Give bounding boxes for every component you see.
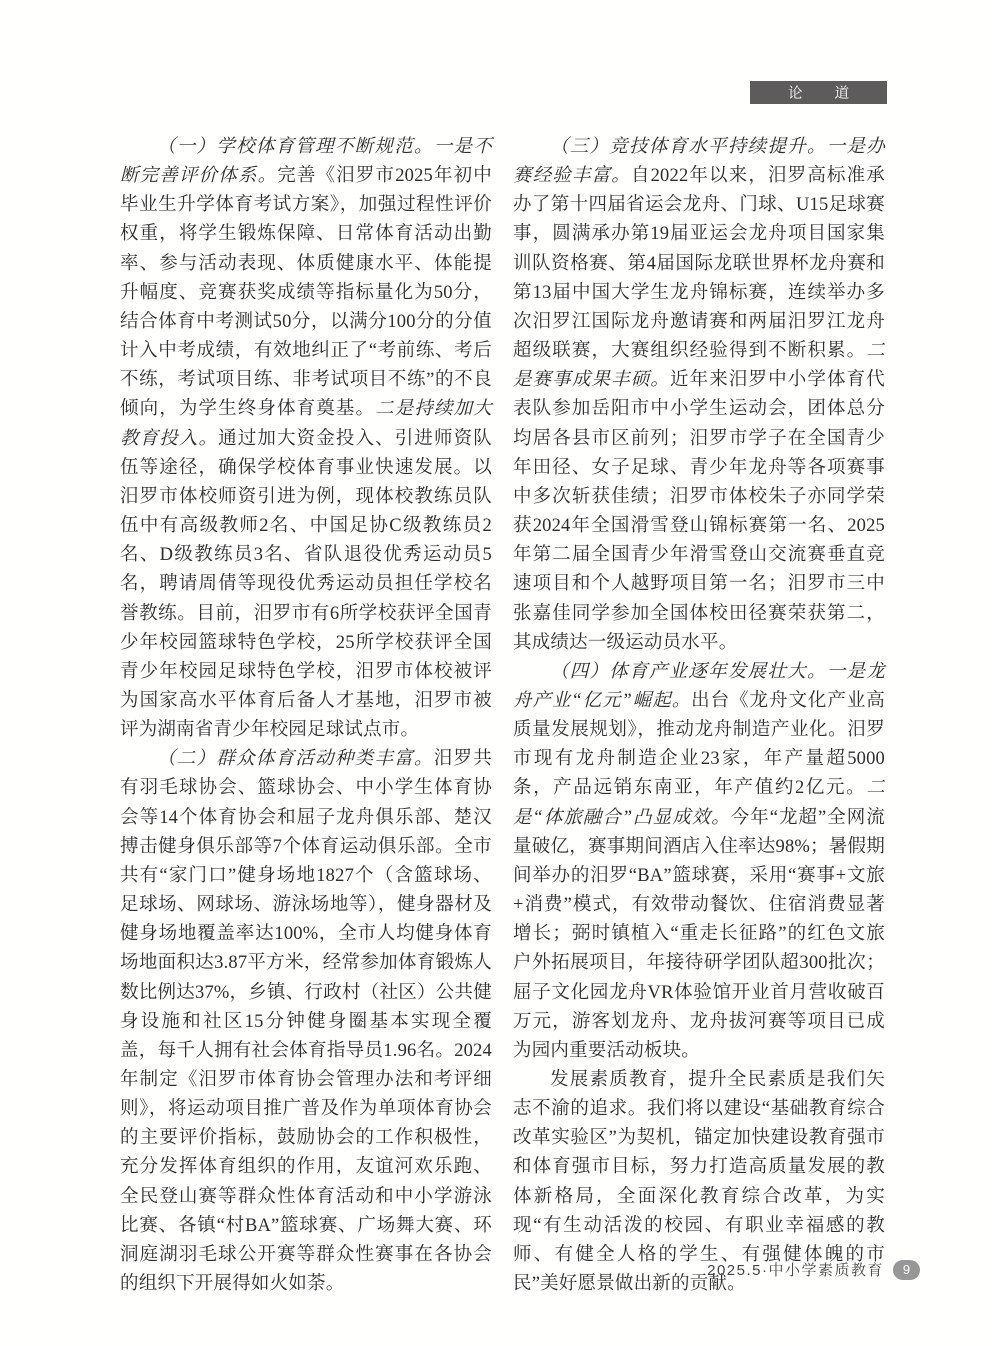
body-text-run: 近年来汨罗中小学体育代表队参加岳阳市中小学生运动会，团体总分均居各县市区前列；汨罗市学子在全国青少年田径、女子足球、青少年龙舟等各项赛事中多次斩获佳绩；汨罗市体校朱子亦同学荣获2024年全国滑雪登山锦标赛第一名、2025年第二届全国青少年滑雪登山交流赛垂直竞速项目和个人越野项目第一名；汨罗市三中张嘉佳同学参加全国体校田径赛荣获第二，其成绩达一级运动员水平。 bbox=[513, 370, 886, 653]
body-text-run: 出台《龙舟文化产业高质量发展规划》，推动龙舟制造产业化。汨罗市现有龙舟制造企业23家，年产量超5000条，产品远销东南亚，年产值约2亿元。 bbox=[513, 690, 885, 799]
lead-in-phrase: （三）竞技体育水平持续提升。一是办赛经验丰富。 bbox=[513, 137, 885, 187]
lead-in-phrase: （四）体育产业逐年发展壮大。一是龙舟产业“亿元”崛起。 bbox=[513, 661, 885, 711]
body-text-run: 通过加大资金投入、引进师资队伍等途径，确保学校体育事业快速发展。以汨罗市体校师资引进为例，现体校教练员队伍中有高级教师2名、中国足协C级教练员2名、D级教练员3名、省队退役优秀运动员5名，聘请周倩等现役优秀运动员担任学校名誉教练。目前，汨罗市有6所学校获评全国青少年校园篮球特色学校，25所学校获评全国青少年校园足球特色学校，汨罗市体校被评为国家高水平体育后备人才基地，汨罗市被评为湖南省青少年校园足球试点市。 bbox=[120, 428, 492, 741]
paragraph bbox=[120, 745, 492, 1299]
paragraph bbox=[513, 658, 885, 1066]
article-body bbox=[120, 133, 885, 1299]
lead-in-phrase: （一）学校体育管理不断规范。一是不断完善评价体系。 bbox=[120, 137, 492, 187]
body-text-run: 汨罗共有羽毛球协会、篮球协会、中小学生体育协会等14个体育协会和屈子龙舟俱乐部、楚汉搏击健身俱乐部等7个体育运动俱乐部。全市共有“家门口”健身场地1827个（含篮球场、足球场、网球场、游泳场地等），健身器材及健身场地覆盖率达100%，全市人均健身体育场地面积达3.87平方米，经常参加体育锻炼人数比例达37%，乡镇、行政村（社区）公共健身设施和社区15分钟健身圈基本实现全覆盖，每千人拥有社会体育指导员1.96名。2024年制定《汨罗市体育协会管理办法和考评细则》，将运动项目推广普及作为单项体育协会的主要评价指标，鼓励协会的工作积极性，充分发挥体育组织的作用，友谊河欢乐跑、全民登山赛等群众性体育活动和中小学游泳比赛、各镇“村BA”篮球赛、广场舞大赛、环洞庭湖羽毛球公开赛等群众性赛事在各协会的组织下开展得如火如荼。 bbox=[120, 749, 492, 1295]
page-footer bbox=[707, 1259, 920, 1280]
paragraph bbox=[120, 133, 492, 745]
journal-issue-label: 2025.5·中小学素质教育 bbox=[707, 1262, 884, 1279]
body-text-run: 今年“龙超”全网流量破亿，赛事期间酒店入住率达98%；暑假期间举办的汨罗“BA”篮球赛，采用“赛事+文旅+消费”模式，有效带动餐饮、住宿消费显著增长；弼时镇植入“重走长征路”的红色文旅户外拓展项目，年接待研学团队超300批次；屈子文化园龙舟VR体验馆开业首月营收破百万元，游客划龙舟、龙舟拔河赛等项目已成为园内重要活动板块。 bbox=[513, 807, 885, 1061]
left-column bbox=[120, 133, 492, 1299]
lead-in-phrase: 二是持续加大教育投入。 bbox=[120, 399, 492, 449]
page-number-badge: 9 bbox=[893, 1260, 920, 1280]
lead-in-phrase: （二）群众体育活动种类丰富。 bbox=[157, 749, 434, 770]
section-tag bbox=[750, 81, 887, 104]
lead-in-phrase: 二是赛事成果丰硕。 bbox=[513, 341, 885, 391]
body-text-run: 完善《汨罗市2025年初中毕业生升学体育考试方案》，加强过程性评价权重，将学生锻炼保障、日常体育活动出勤率、参与活动表现、体质健康水平、体能提升幅度、竞赛获奖成绩等指标量化为50分，结合体育中考测试50分，以满分100分的分值计入中考成绩，有效地纠正了“考前练、考后不练，考试项目练、非考试项目不练”的不良倾向，为学生终身体育奠基。 bbox=[120, 166, 492, 420]
lead-in-phrase: 二是“体旅融合”凸显成效。 bbox=[513, 778, 885, 828]
body-text-run: 自2022年以来，汨罗高标准承办了第十四届省运会龙舟、门球、U15足球赛事，圆满承办第19届亚运会龙舟项目国家集训队资格赛、第4届国际龙联世界杯龙舟赛和第13届中国大学生龙舟锦标赛，连续举办多次汨罗江国际龙舟邀请赛和两届汨罗江龙舟超级联赛，大赛组织经验得到不断积累。 bbox=[513, 166, 885, 362]
paragraph bbox=[513, 133, 885, 658]
body-text-run: 发展素质教育，提升全民素质是我们矢志不渝的追求。我们将以建设“基础教育综合改革实验区”为契机，锚定加快建设教育强市和体育强市目标，努力打造高质量发展的教体新格局，全面深化教育综合改革，为实现“有生动活泼的校园、有职业幸福感的教师、有健全人格的学生、有强健体魄的市民”美好愿景做出新的贡献。 bbox=[513, 1070, 885, 1295]
right-column bbox=[513, 133, 885, 1299]
section-tag-label: 论 道 bbox=[787, 86, 864, 102]
